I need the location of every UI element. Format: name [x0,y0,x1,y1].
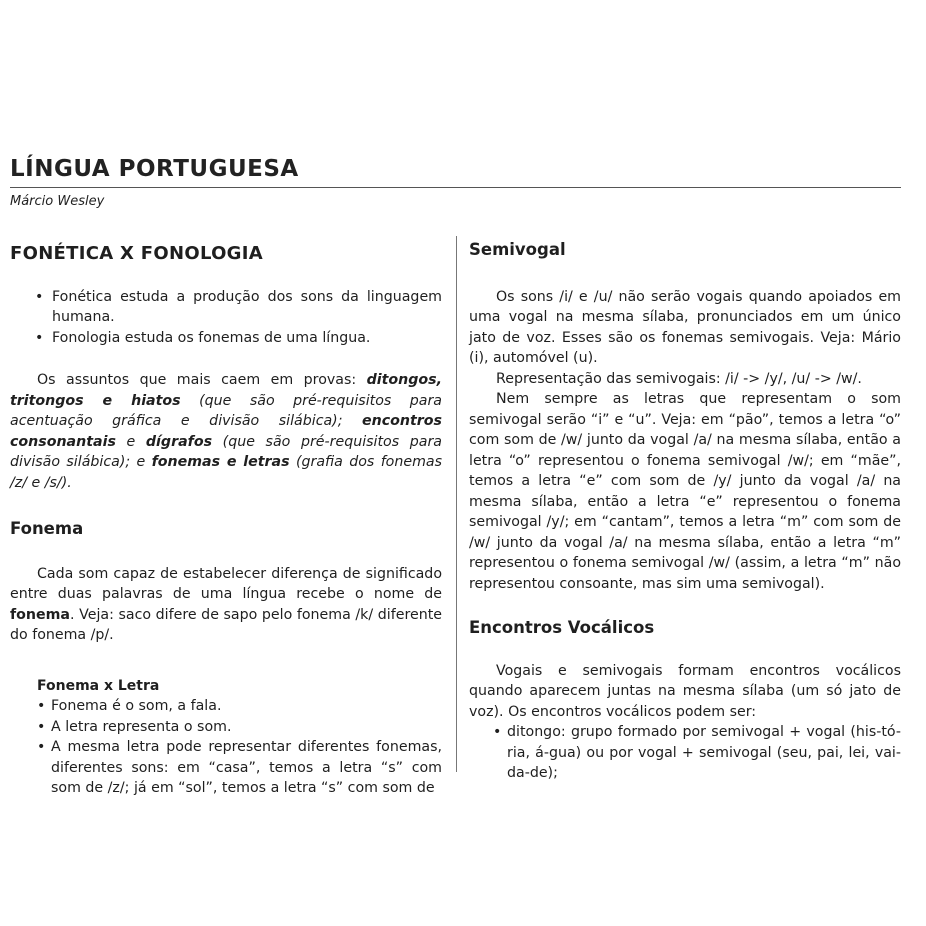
intro-emphasis: dígrafos [145,433,213,450]
semivogal-paragraph-2: Representação das semivogais: /i/ -> /y/, /u/ -> /w/. [496,370,862,387]
encontros-list [469,722,901,784]
intro-emphasis: ditongos, tritongos e hiatos [10,372,442,409]
intro-paragraph [10,370,442,493]
intro-text: (que são pré-requisitos para acentuação gráfica e divisão silábica); [10,392,442,429]
fonema-letra-list [10,696,442,799]
fonema-paragraph [10,564,442,646]
list-item: • ditongo: grupo formado por semivogal + vogal (his-tó-ria, á-gua) ou por vogal + semivogal (seu, pai, lei, vai-da-de); [491,722,901,784]
left-column [10,240,442,799]
intro-text: Os assuntos que mais caem em provas: [37,372,367,388]
list-item: • A letra representa o som. [35,717,442,738]
section-heading-fonetica: FONÉTICA X FONOLOGIA [10,243,263,264]
right-column [469,240,901,784]
section-heading-semivogal: Semivogal [469,240,566,259]
list-item: • Fonética estuda a produção dos sons da linguagem humana. [10,287,442,328]
list-item: • A mesma letra pode representar diferentes fonemas, diferentes sons: em “casa”, temos a letra “s” com som de /z/; já em “sol”, temos a letra “s” com som de [35,737,442,799]
section-heading-fonema: Fonema [10,519,84,538]
intro-emphasis: fonemas e letras [151,454,290,470]
fonema-text: Cada som capaz de estabelecer diferença de significado entre duas palavras de uma língua recebe o nome de [10,565,442,602]
fonetica-list [10,287,442,349]
intro-text: (que são pré-requisitos para divisão silábica); e [10,433,442,470]
page-title: LÍNGUA PORTUGUESA [10,156,299,182]
list-item: • Fonema é o som, a fala. [35,696,442,717]
semivogal-paragraph-1: Os sons /i/ e /u/ não serão vogais quando apoiados em uma vogal na mesma sílaba, pronunciados em um único jato de voz. Esses são os fonemas semivogais. Veja: Mário (i), automóvel (u). [469,288,901,366]
intro-emphasis: encontros consonantais [10,413,442,450]
list-item: • Fonologia estuda os fonemas de uma língua. [10,328,442,349]
fonema-term: fonema [10,606,70,623]
intro-text: (grafia dos fonemas /z/ e /s/). [10,454,442,491]
fonema-text: . Veja: saco difere de sapo pelo fonema /k/ diferente do fonema /p/. [10,606,442,643]
intro-text: e [115,433,146,450]
subsection-heading-fonema-letra: Fonema x Letra [37,677,160,694]
semivogal-paragraph-3: Nem sempre as letras que representam o som semivogal serão “i” e “u”. Veja: em “pão”, temos a letra “o” com som de /w/ junto da vogal /a/ na mesma sílaba, então a letra “o” representou o fonema semivogal /w/; em “mãe”, temos a letra “e” com som de /y/ junto da vogal /a/ na mesma sílaba, então a letra “e” representou o fonema semivogal /y/; em “cantam”, temos a letra “m” com som de /w/ junto da vogal /a/ na mesma sílaba, então a letra “m” representou o fonema semivogal /w/ (assim, a letra “m” não representou consoante, mas sim uma semivogal). [469,391,901,592]
section-heading-encontros: Encontros Vocálicos [469,618,655,637]
author-name: Márcio Wesley [10,194,105,209]
encontros-paragraph: Vogais e semivogais formam encontros vocálicos quando aparecem juntas na mesma sílaba (um só jato de voz). Os encontros vocálicos podem ser: [469,662,901,720]
